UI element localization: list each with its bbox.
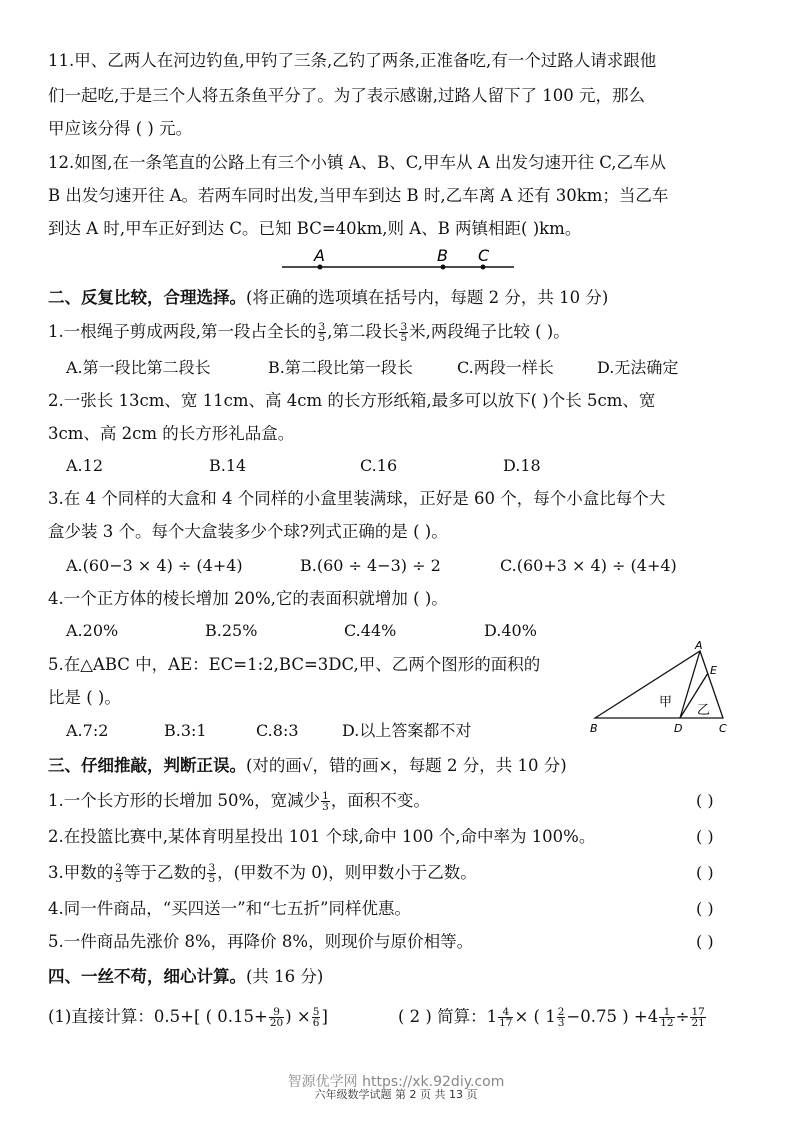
s4p2-frac2-denominator: 3 [557,1017,565,1029]
s4p2-frac1-numerator: 4 [498,1007,513,1018]
s2q1-part1: 1.一根绳子剪成两段,第一段占全长的 [48,322,317,341]
vertex-b-label: B [590,722,598,735]
section2-title: 二、反复比较，合理选择。 [48,288,246,307]
s3q3-frac1-numerator: 2 [115,862,122,874]
town-b-label: B [437,246,448,265]
q11-line2: 们一起吃,于是三个人将五条鱼平分了。为了表示感谢,过路人留下了 100 元，那么 [48,86,645,105]
s3q3-answer-parens[interactable]: ( ) [696,863,714,882]
q12-line3: 到达 A 时,甲车正好到达 C。已知 BC=40km,则 A、B 两镇相距( )km。 [48,219,582,238]
s2q2-option-c[interactable]: C.16 [360,456,398,475]
s2q4-option-b[interactable]: B.25% [205,621,258,640]
s4p2-part-d: ÷ [675,1007,690,1026]
s2q2-option-a[interactable]: A.12 [66,456,103,475]
s3q1-answer-parens[interactable]: ( ) [696,791,714,810]
s4p1-frac1-denominator: 20 [269,1017,284,1029]
s2q4-line1: 4.一个正方体的棱长增加 20%,它的表面积就增加 ( )。 [48,589,448,608]
q12-line2: B 出发匀速开往 A。若两车同时出发,当甲车到达 B 时,乙车离 A 还有 30km；当乙车 [48,186,669,205]
s3q2-answer-parens[interactable]: ( ) [696,827,714,846]
s4p1-frac2-denominator: 6 [312,1017,320,1029]
town-b-dot [441,265,446,270]
s4p1-frac1-numerator: 9 [269,1007,284,1018]
s2q1-option-d[interactable]: D.无法确定 [597,358,679,377]
s2q3-line2: 盒少装 3 个。每个大盒装多少个球?列式正确的是 ( )。 [48,522,448,541]
s4p2-part-b: × ( 1 [514,1007,556,1026]
s2q1-frac1-denominator: 5 [318,332,326,344]
s2q1-frac1-numerator: 3 [318,321,326,333]
town-a-dot [318,265,323,270]
s2q1-part3: 米,两段绳子比较 ( )。 [409,322,570,341]
section2-note: (将正确的选项填在括号内，每题 2 分，共 10 分) [246,288,609,307]
triangle-diagram [585,638,745,738]
section4-note: (共 16 分) [246,967,324,986]
s2q3-option-a[interactable]: A.(60−3 × 4) ÷ (4+4) [66,556,243,575]
s2q1-frac2-denominator: 5 [400,332,408,344]
s4p1-part-c: ] [321,1007,328,1026]
s2q5-line2: 比是 ( )。 [48,688,121,707]
section4-heading [48,966,323,988]
s3q4-stem: 4.同一件商品，“买四送一”和“七五折”同样优惠。 [48,899,411,918]
s2q1-part2: ,第二段长 [327,322,399,341]
q11-line1: 11.甲、乙两人在河边钓鱼,甲钓了三条,乙钓了两条,正准备吃,有一个过路人请求跟他 [48,51,657,70]
s4p2-frac3-denominator: 12 [660,1017,674,1029]
s4p2-frac1-denominator: 17 [499,1017,513,1029]
town-a-label: A [314,246,325,265]
s3q3-part-b: 等于乙数的 [123,863,207,882]
s3q3-frac1-denominator: 3 [115,873,122,885]
s2q1-option-c[interactable]: C.两段一样长 [457,358,554,377]
q11-line3: 甲应该分得 ( ) 元。 [48,119,193,138]
s3q1-fraction [321,791,330,812]
s2q1-option-a[interactable]: A.第一段比第二段长 [66,358,211,377]
s2q4-option-d[interactable]: D.40% [484,621,537,640]
s2q5-option-c[interactable]: C.8:3 [256,721,299,740]
s2q2-option-d[interactable]: D.18 [503,456,541,475]
s4-problem1 [48,1006,328,1028]
section3-title: 三、仔细推敲，判断正误。 [48,756,246,775]
point-d-label: D [674,722,683,735]
town-c-label: C [478,246,490,265]
section4-title: 四、一丝不苟，细心计算。 [48,967,246,986]
s4p2-frac4-numerator: 17 [691,1006,705,1018]
s3q3-frac2-denominator: 5 [208,873,216,885]
s2q3-option-b[interactable]: B.(60 ÷ 4−3) ÷ 2 [300,556,441,575]
town-c-dot [481,265,486,270]
s4p1-part-b: ) × [285,1007,311,1026]
s4p2-fraction3 [659,1007,674,1028]
s4p2-fraction4 [690,1007,705,1028]
s2q2-line1: 2.一张长 13cm、宽 11cm、高 4cm 的长方形纸箱,最多可以放下( )个长 5cm、宽 [48,391,656,410]
s3q1-stem [48,790,430,812]
s2q2-option-b[interactable]: B.14 [209,456,247,475]
s4p1-fraction1 [269,1007,284,1028]
s4p2-frac4-denominator: 21 [691,1017,705,1029]
point-e-label: E [710,664,717,677]
q12-line1: 12.如图,在一条笔直的公路上有三个小镇 A、B、C,甲车从 A 出发匀速开往 C,乙车从 [48,153,666,172]
s2q4-option-a[interactable]: A.20% [66,621,119,640]
s4p2-part-c: −0.75 ) +4 [566,1007,659,1026]
s2q5-line1: 5.在△ABC 中，AE：EC=1:2,BC=3DC,甲、乙两个图形的面积的 [48,655,541,674]
footer-watermark: 智源优学网 https://xk.92diy.com [287,1074,505,1090]
section3-heading [48,755,567,777]
s3q2-stem: 2.在投篮比赛中,某体育明星投出 101 个球,命中 100 个,命中率为 100%。 [48,827,596,846]
s3q5-stem: 5.一件商品先涨价 8%，再降价 8%，则现价与原价相等。 [48,932,474,951]
s4p2-part-a: ( 2 ) 简算：1 [398,1007,498,1026]
s4p2-frac3-numerator: 1 [659,1007,674,1018]
s2q5-option-a[interactable]: A.7:2 [66,721,109,740]
s2q1-fraction2 [399,322,408,343]
s3q5-answer-parens[interactable]: ( ) [696,932,714,951]
s3q3-part-a: 3.甲数的 [48,863,114,882]
section2-heading [48,287,608,309]
vertex-c-label: C [719,722,727,735]
road-diagram [280,245,520,273]
footer-page-info: 六年级数学试题 第 2 页 共 13 页 [314,1088,478,1101]
s3q3-part-c: ，(甲数不为 0)，则甲数小于乙数。 [217,863,477,882]
region-jia-label: 甲 [659,695,673,710]
s4p2-fraction1 [498,1007,513,1028]
s2q1-frac2-numerator: 3 [400,321,408,333]
s4-problem2 [398,1006,707,1028]
section3-note: (对的画√，错的画×，每题 2 分，共 10 分) [246,756,567,775]
s3q1-part-a: 1.一个长方形的长增加 50%，宽减少 [48,791,321,810]
s3q3-frac2-numerator: 3 [208,862,216,874]
s4p2-frac2-numerator: 2 [557,1006,565,1018]
s3q1-frac-denominator: 3 [322,801,329,813]
s3q3-stem [48,862,477,884]
s3q4-answer-parens[interactable]: ( ) [696,899,714,918]
s3q1-part-b: ，面积不变。 [330,791,430,810]
s2q5-option-b[interactable]: B.3:1 [164,721,207,740]
s4p1-frac2-numerator: 5 [312,1006,320,1018]
s2q5-option-d[interactable]: D.以上答案都不对 [342,721,472,740]
s3q3-fraction2 [207,863,216,884]
s3q1-frac-numerator: 1 [322,790,329,802]
s2q3-option-c[interactable]: C.(60+3 × 4) ÷ (4+4) [500,556,677,575]
s2q3-line1: 3.在 4 个同样的大盒和 4 个同样的小盒里装满球，正好是 60 个，每个小盒比每个大 [48,489,666,508]
vertex-a-label: A [695,639,703,652]
s2q1-option-b[interactable]: B.第二段比第一段长 [268,358,413,377]
region-yi-label: 乙 [697,703,711,718]
s3q3-fraction1 [114,863,123,884]
s4p1-fraction2 [312,1007,321,1028]
s4p2-fraction2 [557,1007,566,1028]
s2q1-fraction1 [318,322,327,343]
s4p1-part-a: (1)直接计算：0.5+[ ( 0.15+ [48,1007,268,1026]
s2q4-option-c[interactable]: C.44% [344,621,397,640]
s2q1-stem [48,321,570,343]
s2q2-line2: 3cm、高 2cm 的长方形礼品盒。 [48,424,295,443]
